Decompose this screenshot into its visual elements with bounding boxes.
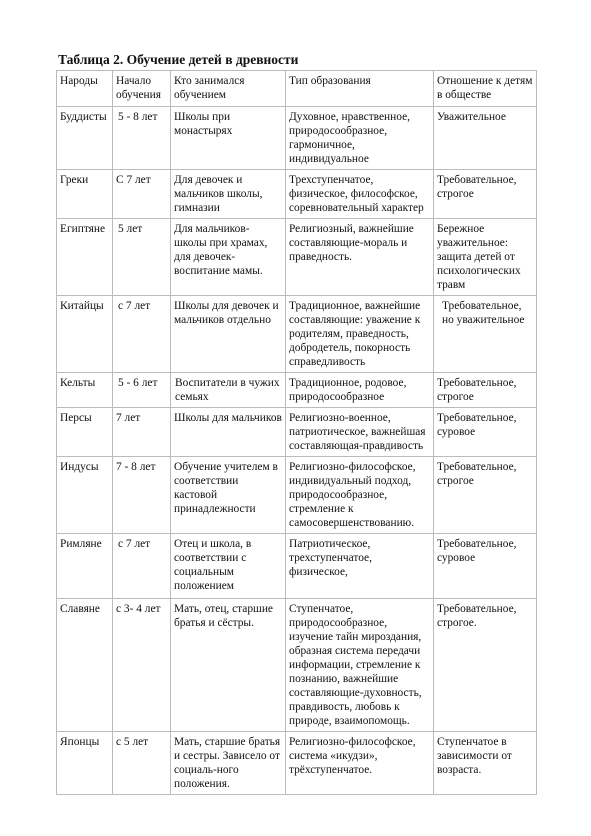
cell-people: Кельты xyxy=(57,373,113,408)
cell-start-age: 7 лет xyxy=(113,408,171,457)
cell-teacher: Для девочек и мальчиков школы, гимназии xyxy=(171,170,286,219)
header-cell-start: Начало обучения xyxy=(113,71,171,107)
cell-start-age: с 7 лет xyxy=(113,296,171,373)
cell-attitude: Требовательное, строгое xyxy=(434,170,537,219)
cell-attitude: Требовательное, строгое. xyxy=(434,599,537,732)
cell-education-type: Религиозно-философское, индивидуальный подход, природосообразное, стремление к самосовершенствованию. xyxy=(286,457,434,534)
header-cell-peoples: Народы xyxy=(57,71,113,107)
cell-people: Славяне xyxy=(57,599,113,732)
cell-attitude: Бережное уважительное: защита детей от психологических травм xyxy=(434,219,537,296)
cell-people: Египтяне xyxy=(57,219,113,296)
cell-education-type: Патриотическое, трехступенчатое, физическое, xyxy=(286,534,434,599)
cell-people: Китайцы xyxy=(57,296,113,373)
cell-people: Римляне xyxy=(57,534,113,599)
header-cell-attitude: Отношение к детям в обществе xyxy=(434,71,537,107)
table-title: Таблица 2. Обучение детей в древности xyxy=(58,52,299,67)
cell-people: Персы xyxy=(57,408,113,457)
cell-teacher: Школы для мальчиков xyxy=(171,408,286,457)
cell-teacher: Мать, старшие братья и сестры. Зависело от социаль-ного положения. xyxy=(171,732,286,795)
cell-start-age: 5 - 8 лет xyxy=(113,107,171,170)
cell-education-type: Религиозный, важнейшие составляющие-мораль и праведность. xyxy=(286,219,434,296)
cell-attitude: Требовательное, но уважительное xyxy=(434,296,537,373)
table-row xyxy=(57,599,537,732)
cell-people: Греки xyxy=(57,170,113,219)
cell-attitude: Требовательное, суровое xyxy=(434,408,537,457)
cell-attitude: Требовательное, строгое xyxy=(434,457,537,534)
table-row xyxy=(57,296,537,373)
cell-start-age: с 5 лет xyxy=(113,732,171,795)
cell-teacher: Школы для девочек и мальчиков отдельно xyxy=(171,296,286,373)
table-row xyxy=(57,219,537,296)
education-table xyxy=(56,70,537,795)
cell-attitude: Ступенчатое в зависимости от возраста. xyxy=(434,732,537,795)
cell-people: Японцы xyxy=(57,732,113,795)
cell-attitude: Требовательное, суровое xyxy=(434,534,537,599)
table-row xyxy=(57,170,537,219)
cell-education-type: Ступенчатое, природосообразное, изучение тайн мироздания, образная система передачи информации, стремление к познанию, важнейшие составляющие-духовность, правдивость, любовь к природе, взаимопомощь. xyxy=(286,599,434,732)
cell-start-age: 5 лет xyxy=(113,219,171,296)
cell-teacher: Воспитатели в чужих семьях xyxy=(171,373,286,408)
cell-attitude: Требовательное, строгое xyxy=(434,373,537,408)
cell-education-type: Традиционное, родовое, природосообразное xyxy=(286,373,434,408)
cell-start-age: 7 - 8 лет xyxy=(113,457,171,534)
cell-people: Буддисты xyxy=(57,107,113,170)
header-cell-type: Тип образования xyxy=(286,71,434,107)
cell-teacher: Для мальчиков-школы при храмах, для девочек-воспитание мамы. xyxy=(171,219,286,296)
header-row xyxy=(57,71,537,107)
cell-start-age: с 3- 4 лет xyxy=(113,599,171,732)
table-row xyxy=(57,408,537,457)
table-row xyxy=(57,732,537,795)
table-row xyxy=(57,457,537,534)
cell-teacher: Мать, отец, старшие братья и сёстры. xyxy=(171,599,286,732)
cell-education-type: Трехступенчатое, физическое, философское, соревновательный характер xyxy=(286,170,434,219)
cell-teacher: Школы при монастырях xyxy=(171,107,286,170)
table-row xyxy=(57,373,537,408)
cell-attitude: Уважительное xyxy=(434,107,537,170)
cell-start-age: 5 - 6 лет xyxy=(113,373,171,408)
cell-teacher: Обучение учителем в соответствии кастовой принадлежности xyxy=(171,457,286,534)
cell-education-type: Религиозно-военное, патриотическое, важнейшая составляющая-правдивость xyxy=(286,408,434,457)
cell-education-type: Религиозно-философское, система «икудзи», трёхступенчатое. xyxy=(286,732,434,795)
cell-start-age: С 7 лет xyxy=(113,170,171,219)
cell-people: Индусы xyxy=(57,457,113,534)
cell-education-type: Духовное, нравственное, природосообразное, гармоничное, индивидуальное xyxy=(286,107,434,170)
header-cell-who: Кто занимался обучением xyxy=(171,71,286,107)
cell-education-type: Традиционное, важнейшие составляющие: уважение к родителям, праведность, добродетель, покорность справедливость xyxy=(286,296,434,373)
table-row xyxy=(57,107,537,170)
table-row xyxy=(57,534,537,599)
cell-start-age: с 7 лет xyxy=(113,534,171,599)
cell-teacher: Отец и школа, в соответствии с социальным положением xyxy=(171,534,286,599)
